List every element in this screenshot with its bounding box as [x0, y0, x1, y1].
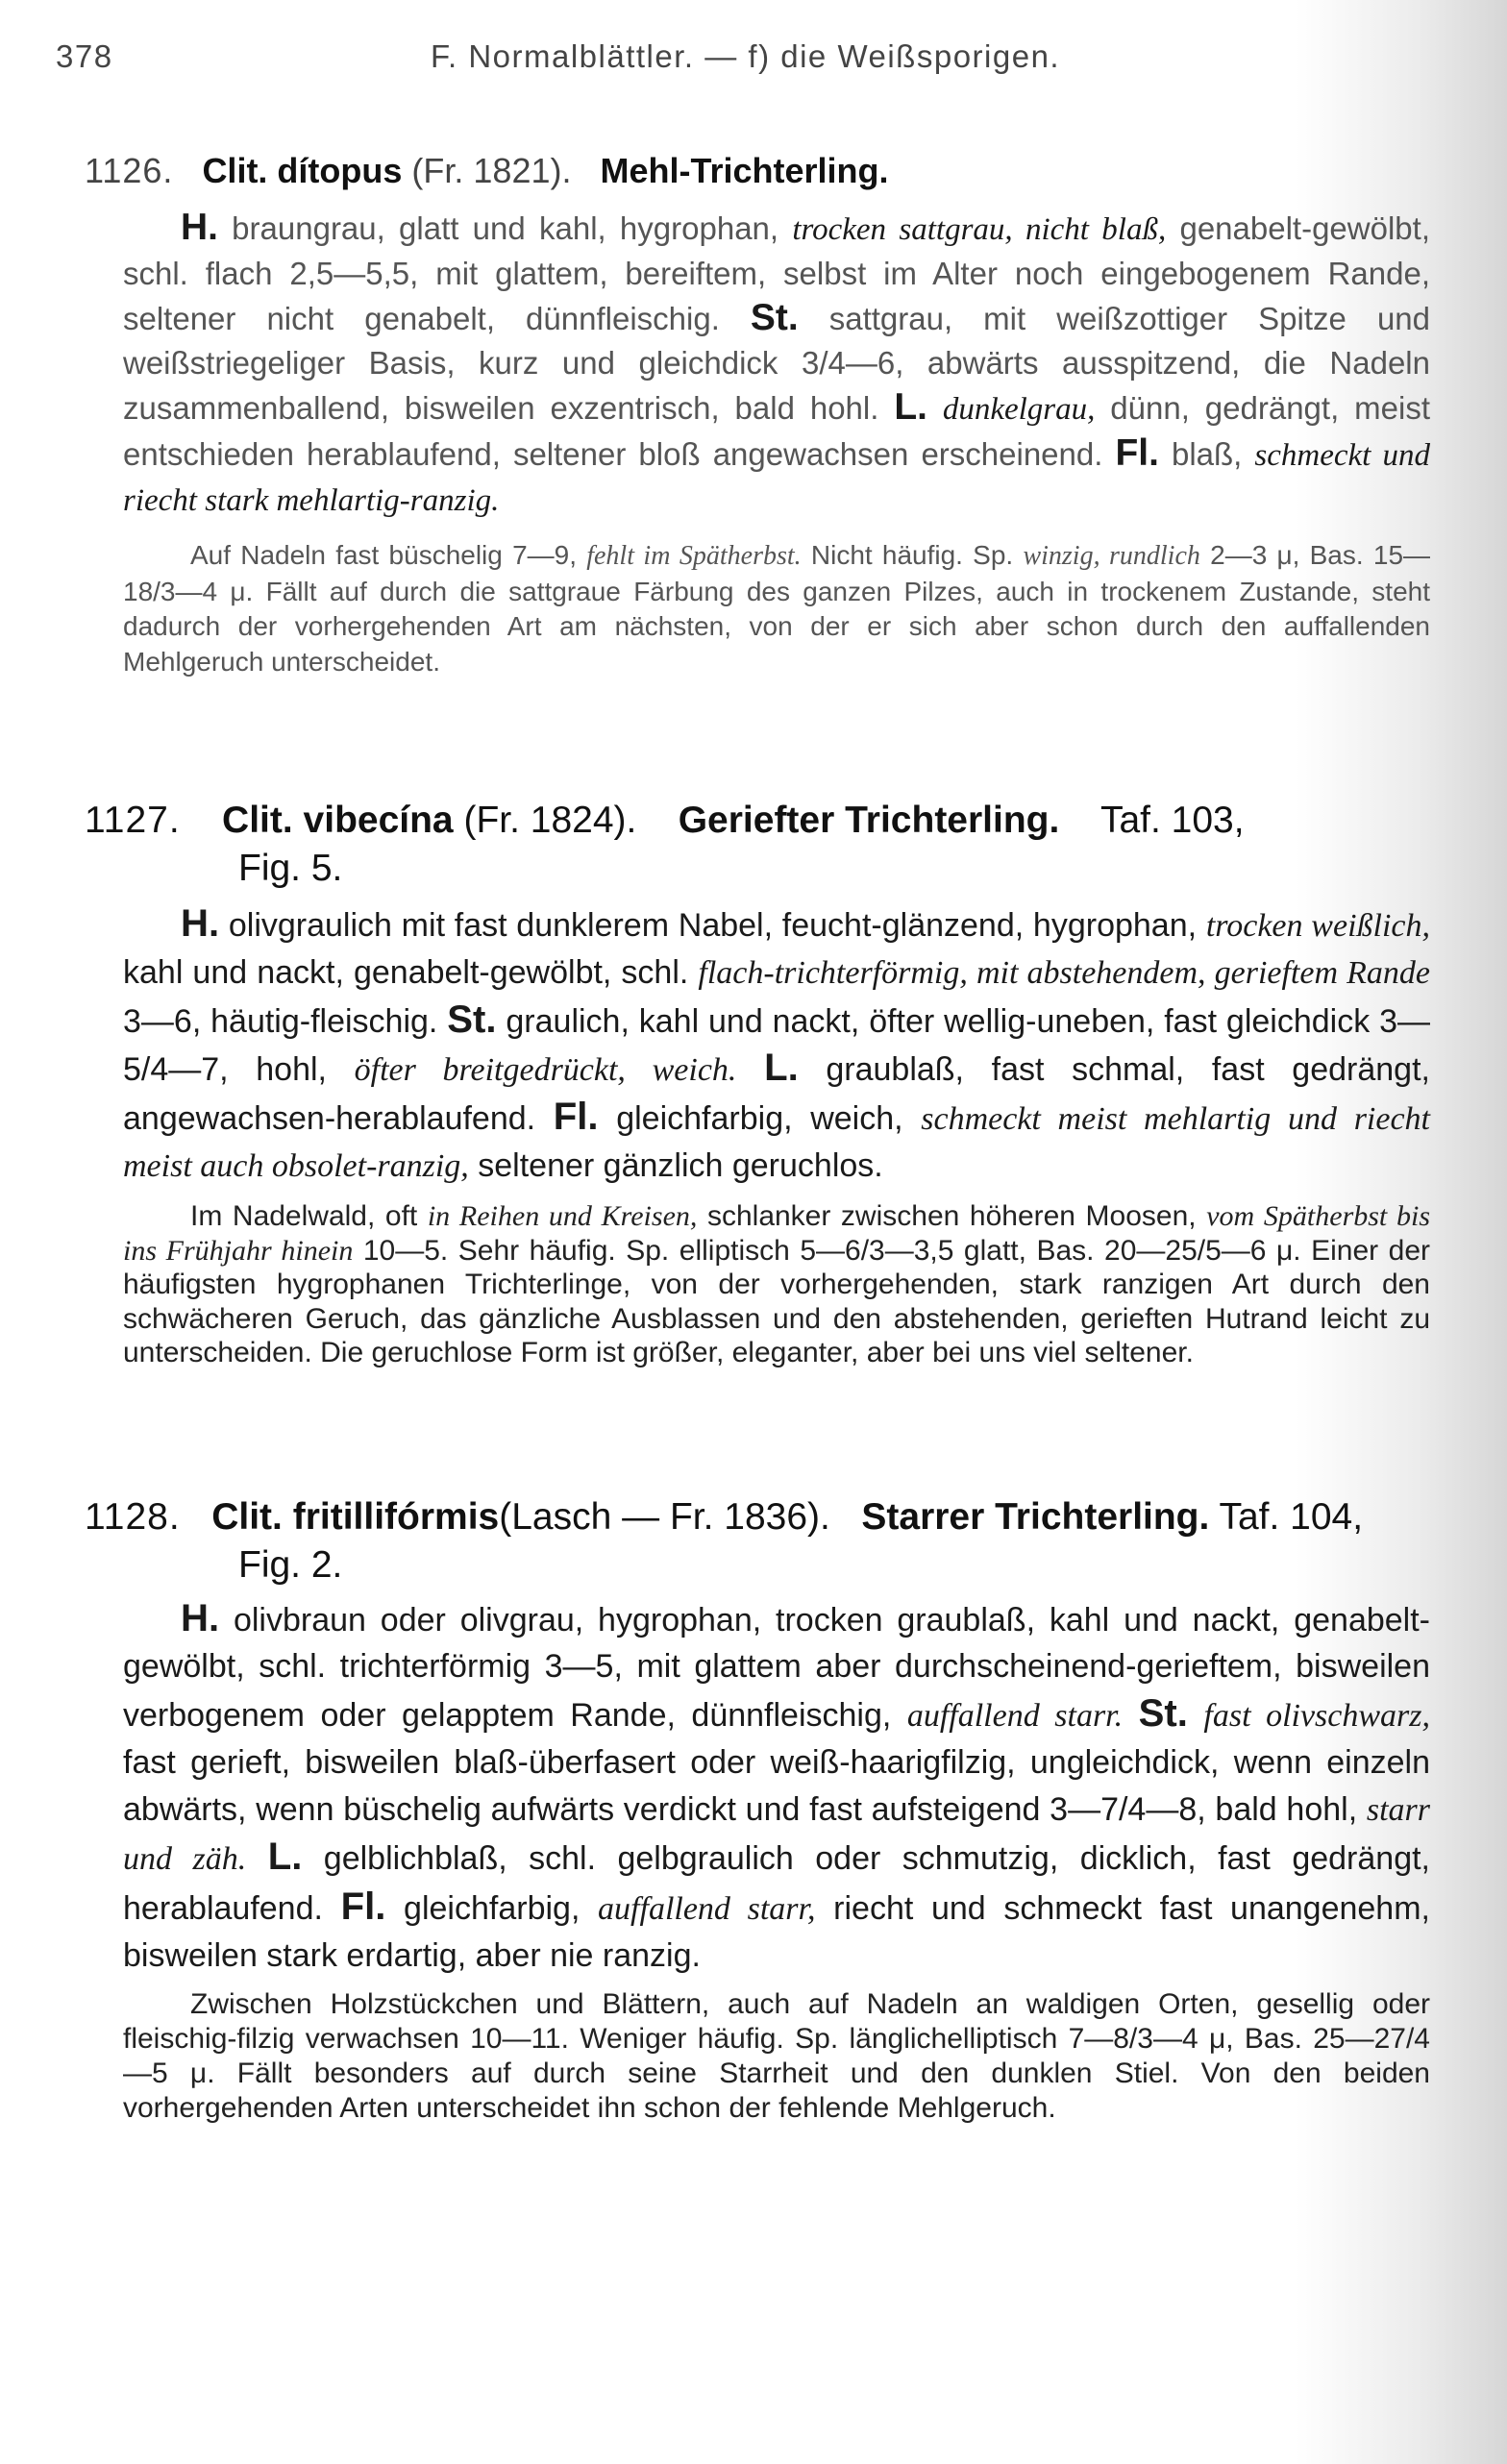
section-marker: L.	[894, 386, 927, 428]
species-description	[123, 900, 1430, 1190]
italic-text: fast olivschwarz,	[1203, 1697, 1431, 1734]
section-marker: Fl.	[340, 1884, 386, 1928]
italic-text: trocken weißlich,	[1205, 908, 1430, 944]
text-run: dünn, gedrängt, meist entschieden herablaufend, seltener bloß angewachsen erscheinend.	[123, 390, 1430, 472]
entry-number: 1127.	[85, 800, 181, 841]
description-paragraph	[123, 900, 1430, 1190]
text-run: seltener gänzlich geruchlos.	[468, 1147, 883, 1184]
section-marker: St.	[1138, 1690, 1188, 1735]
figure-reference: Fig. 2.	[238, 1543, 343, 1586]
text-run: blaß,	[1158, 436, 1255, 472]
species-author: (Fr. 1821).	[411, 151, 572, 190]
plate-label: Taf. 103,	[1099, 800, 1245, 841]
italic-text: schmeckt meist mehlartig und riecht meist auch obsolet-ranzig,	[123, 1101, 1430, 1184]
species-notes	[123, 1199, 1430, 1370]
description-paragraph	[123, 206, 1430, 523]
entry-heading	[85, 146, 1430, 196]
notes-paragraph	[123, 538, 1430, 679]
common-name: Starrer Trichterling.	[861, 1495, 1210, 1538]
notes-paragraph	[123, 1987, 1430, 2126]
text-run: fast gerieft, bisweilen blaß-überfasert oder weiß-haarigfilzig, ungleichdick, wenn einzeln abwärts, wenn büschelig aufwärts verdickt und fast aufsteigend 3—7/4—8, bald hohl,	[123, 1744, 1430, 1828]
text-run: Im Nadelwald, oft	[190, 1200, 428, 1232]
section-marker: L.	[764, 1046, 799, 1089]
common-name: Mehl-Trichterling.	[600, 151, 889, 190]
section-marker: Fl.	[553, 1095, 599, 1138]
section-marker: L.	[267, 1835, 303, 1878]
italic-text: starr und zäh.	[123, 1791, 1430, 1877]
text-run	[736, 1051, 764, 1088]
notes-paragraph	[123, 1199, 1430, 1370]
section-marker: H.	[181, 207, 218, 248]
text-run: gelblichblaß, schl. gelbgraulich oder schmutzig, dicklich, fast gedrängt, herablaufend.	[123, 1840, 1430, 1927]
text-run: 3—6, häutig-fleischig.	[123, 1003, 448, 1040]
plate-label: Taf. 104,	[1219, 1495, 1364, 1538]
text-run: gleichfarbig,	[385, 1889, 599, 1927]
species-description	[123, 1595, 1430, 1980]
text-run	[927, 390, 943, 426]
italic-text: trocken sattgrau, nicht blaß,	[792, 212, 1167, 247]
text-run: genabelt-gewölbt, schl. flach 2,5—5,5, mit glattem, bereiftem, selbst im Alter noch eingebogenem Rande, seltener nicht genabelt, dünnfleischig.	[123, 210, 1430, 336]
text-run: Auf Nadeln fast büschelig 7—9,	[190, 540, 587, 570]
italic-text: winzig, rundlich	[1023, 541, 1200, 571]
entry-heading	[85, 1493, 1430, 1589]
plate-reference	[1219, 1496, 1363, 1538]
italic-text: dunkelgrau,	[942, 392, 1096, 427]
text-run: 10—5. Sehr häufig. Sp. elliptisch 5—6/3—3,5 glatt, Bas. 20—25/5—6 μ. Einer der häufigsten hygrophanen Trichterlinge, von der vorhergehenden, stark ranzigen Art durch den schwächeren Geruch, das gänzliche Ausblassen und den abstehenden, gerieften Hutrand leicht zu unterscheiden. Die geruchlose Form ist größer, eleganter, aber bei uns viel seltener.	[123, 1234, 1430, 1368]
species-description	[123, 206, 1430, 523]
text-run	[1188, 1697, 1204, 1734]
text-run: sattgrau, mit weißzottiger Spitze und weißstriegeliger Basis, kurz und gleichdick 3/4—6, abwärts ausspitzend, die Nadeln zusammenballend, bisweilen exzentrisch, bald hohl.	[123, 301, 1431, 426]
text-run: 2—3 μ, Bas. 15—18/3—4 μ. Fällt auf durch die sattgraue Färbung des ganzen Pilzes, auch in trockenem Zustande, steht dadurch der vorhergehenden Art am nächsten, von der er sich aber schon durch den auffallenden Mehlgeruch unterscheidet.	[123, 540, 1431, 677]
italic-text: öfter breitgedrückt, weich.	[354, 1052, 737, 1088]
species-name: Clit. fritillifórmis	[211, 1495, 500, 1538]
text-run: schlanker zwischen höheren Moosen,	[697, 1200, 1207, 1232]
italic-text: schmeckt und riecht stark mehlartig-ranzig.	[123, 438, 1431, 518]
species-name: Clit. vibecína	[222, 800, 454, 841]
italic-text: auffallend starr.	[906, 1697, 1124, 1734]
section-marker: H.	[181, 1595, 220, 1639]
italic-text: auffallend starr,	[598, 1890, 816, 1927]
species-name: Clit. dítopus	[202, 151, 403, 190]
section-marker: H.	[181, 901, 220, 945]
common-name: Geriefter Trichterling.	[678, 800, 1060, 841]
text-run	[1123, 1697, 1139, 1734]
entry-number: 1126.	[85, 151, 174, 190]
text-run	[246, 1840, 267, 1877]
section-marker: St.	[750, 297, 799, 338]
entry-heading	[85, 797, 1430, 893]
text-run: Nicht häufig. Sp.	[801, 540, 1024, 570]
text-run: kahl und nackt, genabelt-gewölbt, schl.	[123, 954, 699, 991]
text-run: gleichfarbig, weich,	[598, 1100, 922, 1137]
italic-text: vom Spätherbst bis ins Frühjahr hinein	[123, 1200, 1431, 1267]
section-marker: Fl.	[1115, 432, 1159, 474]
species-notes	[123, 538, 1430, 679]
species-author: (Fr. 1824).	[463, 800, 637, 841]
running-head	[56, 38, 1430, 86]
species-notes	[123, 1987, 1430, 2126]
text-run: graublaß, fast schmal, fast gedrängt, angewachsen-herablaufend.	[123, 1051, 1430, 1137]
text-run: braungrau, glatt und kahl, hygrophan,	[217, 210, 793, 246]
species-author: (Lasch — Fr. 1836).	[499, 1495, 830, 1538]
species-entry-1127	[85, 797, 1431, 1370]
italic-text: fehlt im Spätherbst.	[586, 541, 802, 571]
entry-number: 1128.	[85, 1495, 181, 1538]
species-entry-1128	[85, 1493, 1431, 2126]
italic-text: in Reihen und Kreisen,	[427, 1200, 698, 1232]
running-head-title: F. Normalblättler. — f) die Weißsporigen.	[431, 38, 1061, 74]
description-paragraph	[123, 1595, 1430, 1980]
plate-reference	[1100, 800, 1245, 841]
text-run: olivgraulich mit fast dunklerem Nabel, feucht-glänzend, hygrophan,	[219, 907, 1206, 944]
section-marker: St.	[447, 998, 497, 1041]
figure-reference: Fig. 5.	[238, 848, 343, 889]
text-run: graulich, kahl und nackt, öfter wellig-uneben, fast gleichdick 3—5/4—7, hohl,	[123, 1003, 1430, 1088]
text-run: riecht und schmeckt fast unangenehm, bisweilen stark erdartig, aber nie ranzig.	[123, 1889, 1430, 1974]
text-run: olivbraun oder olivgrau, hygrophan, trocken graublaß, kahl und nackt, genabelt-gewölbt, schl. trichterförmig 3—5, mit glattem aber durchscheinend-gerieftem, bisweilen verbogenem oder gelapptem Rande, dünnfleischig,	[123, 1601, 1430, 1734]
species-entry-1126	[85, 146, 1431, 679]
text-run: Zwischen Holzstückchen und Blättern, auch auf Nadeln an waldigen Orten, gesellig oder fleischig-filzig verwachsen 10—11. Weniger häufig. Sp. länglichelliptisch 7—8/3—4 μ, Bas. 25—27/4—5 μ. Fällt besonders auf durch seine Starrheit und den dunklen Stiel. Von den beiden vorhergehenden Arten unterscheidet ihn schon der fehlende Mehlgeruch.	[123, 1987, 1430, 2124]
page-number: 378	[56, 38, 113, 74]
italic-text: flach-trichterförmig, mit abstehendem, gerieftem Rande	[698, 955, 1430, 991]
